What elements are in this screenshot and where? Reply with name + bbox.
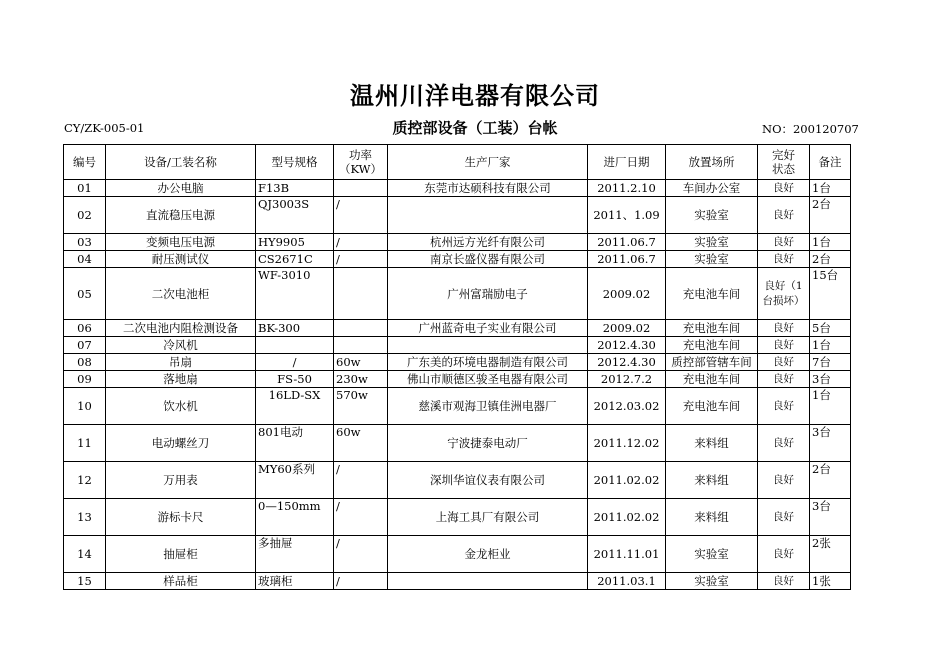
cell-name: 直流稳压电源	[106, 197, 256, 234]
cell-note: 1台	[810, 180, 851, 197]
cell-power: 60w	[334, 425, 388, 462]
table-row	[64, 425, 851, 462]
header-model: 型号规格	[256, 145, 334, 180]
cell-model: 801电动	[256, 425, 334, 462]
cell-maker: 佛山市顺德区骏圣电器有限公司	[388, 371, 588, 388]
cell-power	[334, 268, 388, 320]
cell-model: F13B	[256, 180, 334, 197]
cell-status: 良好	[758, 251, 810, 268]
table-row	[64, 371, 851, 388]
cell-power: 60w	[334, 354, 388, 371]
cell-place: 实验室	[666, 251, 758, 268]
cell-model: WF-3010	[256, 268, 334, 320]
cell-no: 14	[64, 536, 106, 573]
cell-place: 充电池车间	[666, 337, 758, 354]
cell-place: 来料组	[666, 499, 758, 536]
cell-status: 良好	[758, 197, 810, 234]
cell-note: 2台	[810, 197, 851, 234]
cell-note: 2张	[810, 536, 851, 573]
serial-number: NO：200120707	[762, 122, 859, 136]
cell-name: 吊扇	[106, 354, 256, 371]
header-status-line2: 状态	[772, 162, 795, 176]
table-row	[64, 573, 851, 590]
cell-date: 2011.06.7	[588, 251, 666, 268]
cell-model: BK-300	[256, 320, 334, 337]
cell-date: 2011.2.10	[588, 180, 666, 197]
cell-date: 2009.02	[588, 268, 666, 320]
cell-status: 良好	[758, 337, 810, 354]
cell-status: 良好	[758, 536, 810, 573]
cell-status: 良好	[758, 320, 810, 337]
cell-date: 2011.02.02	[588, 462, 666, 499]
cell-date: 2011、1.09	[588, 197, 666, 234]
cell-no: 05	[64, 268, 106, 320]
cell-model: MY60系列	[256, 462, 334, 499]
cell-place: 充电池车间	[666, 268, 758, 320]
cell-date: 2011.02.02	[588, 499, 666, 536]
cell-maker: 慈溪市观海卫镇佳洲电器厂	[388, 388, 588, 425]
cell-model: 玻璃柜	[256, 573, 334, 590]
cell-status: 良好	[758, 354, 810, 371]
cell-maker	[388, 197, 588, 234]
cell-name: 二次电池柜	[106, 268, 256, 320]
equipment-ledger-table	[63, 144, 851, 590]
cell-name: 万用表	[106, 462, 256, 499]
cell-no: 10	[64, 388, 106, 425]
document-code: CY/ZK-005-01	[64, 121, 145, 135]
cell-power	[334, 320, 388, 337]
table-row	[64, 337, 851, 354]
cell-no: 03	[64, 234, 106, 251]
cell-status: 良好	[758, 499, 810, 536]
cell-maker: 杭州远方光纤有限公司	[388, 234, 588, 251]
table-row	[64, 234, 851, 251]
cell-note: 3台	[810, 425, 851, 462]
cell-date: 2012.7.2	[588, 371, 666, 388]
cell-date: 2011.11.01	[588, 536, 666, 573]
cell-date: 2011.03.1	[588, 573, 666, 590]
cell-place: 实验室	[666, 234, 758, 251]
cell-name: 样品柜	[106, 573, 256, 590]
header-status-line1: 完好	[772, 148, 795, 162]
cell-model	[256, 337, 334, 354]
cell-no: 13	[64, 499, 106, 536]
table-row	[64, 499, 851, 536]
cell-power	[334, 337, 388, 354]
header-note: 备注	[810, 145, 851, 180]
cell-maker: 上海工具厂有限公司	[388, 499, 588, 536]
header-no: 编号	[64, 145, 106, 180]
cell-note: 2台	[810, 251, 851, 268]
cell-no: 08	[64, 354, 106, 371]
cell-date: 2009.02	[588, 320, 666, 337]
ledger-title: 质控部设备（工装）台帐	[392, 119, 558, 137]
cell-model: QJ3003S	[256, 197, 334, 234]
cell-model: 多抽屉	[256, 536, 334, 573]
cell-status: 良好	[758, 371, 810, 388]
cell-power: 230w	[334, 371, 388, 388]
table-row	[64, 354, 851, 371]
cell-note: 2台	[810, 462, 851, 499]
cell-place: 实验室	[666, 536, 758, 573]
cell-place: 实验室	[666, 197, 758, 234]
table-row	[64, 462, 851, 499]
cell-status: 良好	[758, 573, 810, 590]
cell-power: /	[334, 462, 388, 499]
cell-note: 1张	[810, 573, 851, 590]
cell-note: 7台	[810, 354, 851, 371]
cell-power: /	[334, 251, 388, 268]
header-name: 设备/工装名称	[106, 145, 256, 180]
header-power	[334, 145, 388, 180]
cell-date: 2011.12.02	[588, 425, 666, 462]
header-place: 放置场所	[666, 145, 758, 180]
cell-note: 1台	[810, 234, 851, 251]
table-row	[64, 268, 851, 320]
cell-date: 2012.03.02	[588, 388, 666, 425]
cell-note: 1台	[810, 388, 851, 425]
header-status	[758, 145, 810, 180]
table-row	[64, 197, 851, 234]
cell-place: 充电池车间	[666, 371, 758, 388]
cell-maker: 深圳华谊仪表有限公司	[388, 462, 588, 499]
cell-maker: 广东美的环境电器制造有限公司	[388, 354, 588, 371]
cell-name: 办公电脑	[106, 180, 256, 197]
cell-maker: 南京长盛仪器有限公司	[388, 251, 588, 268]
header-power-line1: 功率	[349, 148, 372, 162]
cell-model: /	[256, 354, 334, 371]
cell-name: 电动螺丝刀	[106, 425, 256, 462]
cell-date: 2011.06.7	[588, 234, 666, 251]
cell-name: 耐压测试仪	[106, 251, 256, 268]
cell-power: /	[334, 536, 388, 573]
cell-no: 02	[64, 197, 106, 234]
cell-place: 来料组	[666, 425, 758, 462]
cell-model: HY9905	[256, 234, 334, 251]
cell-status: 良好	[758, 425, 810, 462]
cell-note: 1台	[810, 337, 851, 354]
cell-power	[334, 180, 388, 197]
table-row	[64, 320, 851, 337]
cell-status: 良好（1台损坏）	[758, 268, 810, 320]
cell-date: 2012.4.30	[588, 354, 666, 371]
cell-name: 落地扇	[106, 371, 256, 388]
cell-no: 06	[64, 320, 106, 337]
cell-no: 11	[64, 425, 106, 462]
cell-model: 16LD-SX	[256, 388, 334, 425]
cell-name: 变频电压电源	[106, 234, 256, 251]
table-row	[64, 251, 851, 268]
cell-power: /	[334, 499, 388, 536]
cell-maker: 广州富瑞励电子	[388, 268, 588, 320]
header-maker: 生产厂家	[388, 145, 588, 180]
cell-place: 充电池车间	[666, 388, 758, 425]
cell-power: /	[334, 234, 388, 251]
cell-name: 抽屉柜	[106, 536, 256, 573]
cell-maker	[388, 337, 588, 354]
cell-model: CS2671C	[256, 251, 334, 268]
cell-maker: 金龙柜业	[388, 536, 588, 573]
cell-place: 车间办公室	[666, 180, 758, 197]
cell-power: /	[334, 573, 388, 590]
cell-power: 570w	[334, 388, 388, 425]
cell-no: 04	[64, 251, 106, 268]
cell-name: 饮水机	[106, 388, 256, 425]
cell-note: 15台	[810, 268, 851, 320]
cell-model: 0—150mm	[256, 499, 334, 536]
cell-place: 质控部管辖车间	[666, 354, 758, 371]
company-title: 温州川洋电器有限公司	[350, 82, 600, 110]
cell-place: 充电池车间	[666, 320, 758, 337]
cell-no: 09	[64, 371, 106, 388]
cell-note: 3台	[810, 499, 851, 536]
cell-status: 良好	[758, 234, 810, 251]
cell-status: 良好	[758, 388, 810, 425]
table-row	[64, 388, 851, 425]
cell-no: 07	[64, 337, 106, 354]
cell-power: /	[334, 197, 388, 234]
header-power-line2: （KW）	[338, 162, 382, 176]
cell-name: 冷风机	[106, 337, 256, 354]
cell-maker: 宁波捷泰电动厂	[388, 425, 588, 462]
header-date: 进厂日期	[588, 145, 666, 180]
cell-date: 2012.4.30	[588, 337, 666, 354]
cell-name: 游标卡尺	[106, 499, 256, 536]
cell-maker	[388, 573, 588, 590]
cell-maker: 广州蓝奇电子实业有限公司	[388, 320, 588, 337]
cell-place: 实验室	[666, 573, 758, 590]
cell-maker: 东莞市达硕科技有限公司	[388, 180, 588, 197]
table-row	[64, 180, 851, 197]
cell-no: 12	[64, 462, 106, 499]
table-row	[64, 536, 851, 573]
cell-note: 3台	[810, 371, 851, 388]
cell-no: 01	[64, 180, 106, 197]
table-header-row	[64, 145, 851, 180]
cell-model: FS-50	[256, 371, 334, 388]
cell-status: 良好	[758, 180, 810, 197]
cell-note: 5台	[810, 320, 851, 337]
cell-no: 15	[64, 573, 106, 590]
cell-name: 二次电池内阻检测设备	[106, 320, 256, 337]
cell-status: 良好	[758, 462, 810, 499]
cell-place: 来料组	[666, 462, 758, 499]
